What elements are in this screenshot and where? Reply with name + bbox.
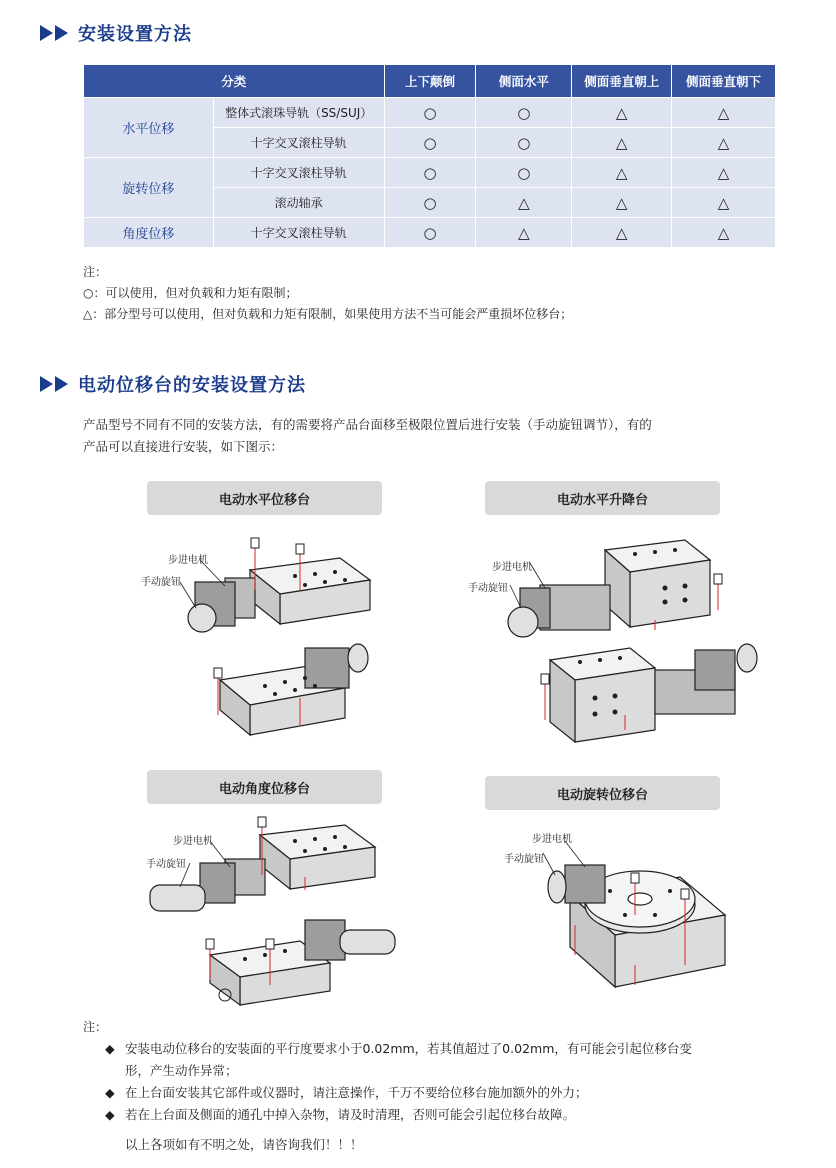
callout-manual-knob: 手动旋钮 xyxy=(141,577,181,588)
callout-stepper-motor: 步进电机 xyxy=(492,562,532,573)
symbol-cell: △ xyxy=(672,98,776,128)
guide-type-cell: 整体式滚珠导轨（SS/SUJ） xyxy=(213,98,384,128)
header-category: 分类 xyxy=(84,65,385,98)
manual-knob xyxy=(508,607,538,637)
notes-label-2: 注： xyxy=(83,1020,108,1034)
table-row xyxy=(84,218,776,248)
symbol-cell: ○ xyxy=(384,128,476,158)
symbol-cell: △ xyxy=(672,218,776,248)
symbol-cell: △ xyxy=(672,158,776,188)
screw-icon xyxy=(206,939,214,949)
section-title: 电动位移台的安装设置方法 xyxy=(78,375,306,396)
symbol-cell: △ xyxy=(476,188,572,218)
callout-manual-knob: 手动旋钮 xyxy=(146,859,186,870)
diamond-bullet-icon: ◆ xyxy=(105,1107,115,1122)
screw-icon xyxy=(251,538,259,548)
note-text: 在上台面安装其它部件或仪器时，请注意操作，千万不要给位移台施加额外的外力； xyxy=(125,1085,588,1100)
symbol-cell: ○ xyxy=(384,158,476,188)
symbol-cell: △ xyxy=(572,158,672,188)
guide-type-cell: 十字交叉滚柱导轨 xyxy=(213,218,384,248)
note-text: 若在上台面及侧面的通孔中掉入杂物，请及时清理，否则可能会引起位移台故障。 xyxy=(125,1107,576,1122)
manual-knob xyxy=(150,885,205,911)
note-text: 安装电动位移台的安装面的平行度要求小于0.02mm，若其值超过了0.02mm，有可能会引起位移台变 xyxy=(125,1041,692,1056)
manual-knob xyxy=(188,604,216,632)
category-cell: 水平位移 xyxy=(84,98,214,158)
callout-manual-knob: 手动旋钮 xyxy=(468,583,508,594)
stepper-motor-body xyxy=(565,865,605,903)
note-text-cont: 形，产生动作异常； xyxy=(125,1063,238,1078)
category-cell: 旋转位移 xyxy=(84,158,214,218)
callout-stepper-motor: 步进电机 xyxy=(168,555,208,566)
screw-icon xyxy=(541,674,549,684)
note-triangle: △：部分型号可以使用，但对负载和力矩有限制，如果使用方法不当可能会严重损坏位移台； xyxy=(83,307,573,321)
header-upside-down: 上下颠倒 xyxy=(384,65,476,98)
symbol-cell: ○ xyxy=(476,98,572,128)
symbol-cell: ○ xyxy=(384,188,476,218)
screw-icon xyxy=(258,817,266,827)
symbol-cell: △ xyxy=(572,98,672,128)
double-arrow-icon xyxy=(40,25,68,41)
note-bullet-item xyxy=(105,1038,692,1082)
table-notes xyxy=(83,262,572,325)
diagram-title-horizontal: 电动水平位移台 xyxy=(147,481,382,515)
callout-stepper-motor: 步进电机 xyxy=(532,834,572,845)
guide-type-cell: 滚动轴承 xyxy=(213,188,384,218)
section-header-install xyxy=(40,20,192,46)
screw-icon xyxy=(681,889,689,899)
diamond-bullet-icon: ◆ xyxy=(105,1085,115,1100)
symbol-cell: ○ xyxy=(384,98,476,128)
symbol-cell: △ xyxy=(572,218,672,248)
intro-paragraph xyxy=(83,414,776,458)
note-bullet-item xyxy=(105,1082,588,1104)
notes-label: 注： xyxy=(83,265,108,279)
header-side-vertical-down: 侧面垂直朝下 xyxy=(672,65,776,98)
symbol-cell: △ xyxy=(572,188,672,218)
intro-line: 产品可以直接进行安装，如下图示： xyxy=(83,439,284,454)
guide-type-cell: 十字交叉滚柱导轨 xyxy=(213,158,384,188)
diagram-title-angle: 电动角度位移台 xyxy=(147,770,382,804)
section-header-electric xyxy=(40,371,306,397)
callout-stepper-motor: 步进电机 xyxy=(173,836,213,847)
table-row xyxy=(84,158,776,188)
diagram-title-rotation: 电动旋转位移台 xyxy=(485,776,720,810)
symbol-cell: △ xyxy=(672,128,776,158)
screw-icon xyxy=(296,544,304,554)
screw-icon xyxy=(266,939,274,949)
symbol-cell: △ xyxy=(476,218,572,248)
diagram-title-lift: 电动水平升降台 xyxy=(485,481,720,515)
manual-knob xyxy=(548,871,566,903)
note-circle: ○：可以使用，但对负载和力矩有限制； xyxy=(83,286,298,300)
double-arrow-icon xyxy=(40,376,68,392)
category-cell: 角度位移 xyxy=(84,218,214,248)
note-bullet-item xyxy=(105,1104,575,1126)
header-side-vertical-up: 侧面垂直朝上 xyxy=(572,65,672,98)
angle-stage-illustration xyxy=(130,815,400,1020)
table-row xyxy=(84,98,776,128)
symbol-cell: △ xyxy=(672,188,776,218)
screw-icon xyxy=(714,574,722,584)
header-side-horizontal: 侧面水平 xyxy=(476,65,572,98)
intro-line: 产品型号不同有不同的安装方法，有的需要将产品台面移至极限位置后进行安装（手动旋钮调节），有的 xyxy=(83,417,652,432)
section-title: 安装设置方法 xyxy=(78,24,192,45)
callout-manual-knob: 手动旋钮 xyxy=(504,854,544,865)
guide-type-cell: 十字交叉滚柱导轨 xyxy=(213,128,384,158)
symbol-cell: ○ xyxy=(476,128,572,158)
symbol-cell: ○ xyxy=(384,218,476,248)
symbol-cell: △ xyxy=(572,128,672,158)
closing-text: 以上各项如有不明之处，请咨询我们！！！ xyxy=(125,1137,363,1152)
symbol-cell: ○ xyxy=(476,158,572,188)
screw-icon xyxy=(214,668,222,678)
screw-icon xyxy=(631,873,639,883)
install-method-table xyxy=(83,64,776,248)
diamond-bullet-icon: ◆ xyxy=(105,1041,115,1056)
table-header-row xyxy=(84,65,776,98)
